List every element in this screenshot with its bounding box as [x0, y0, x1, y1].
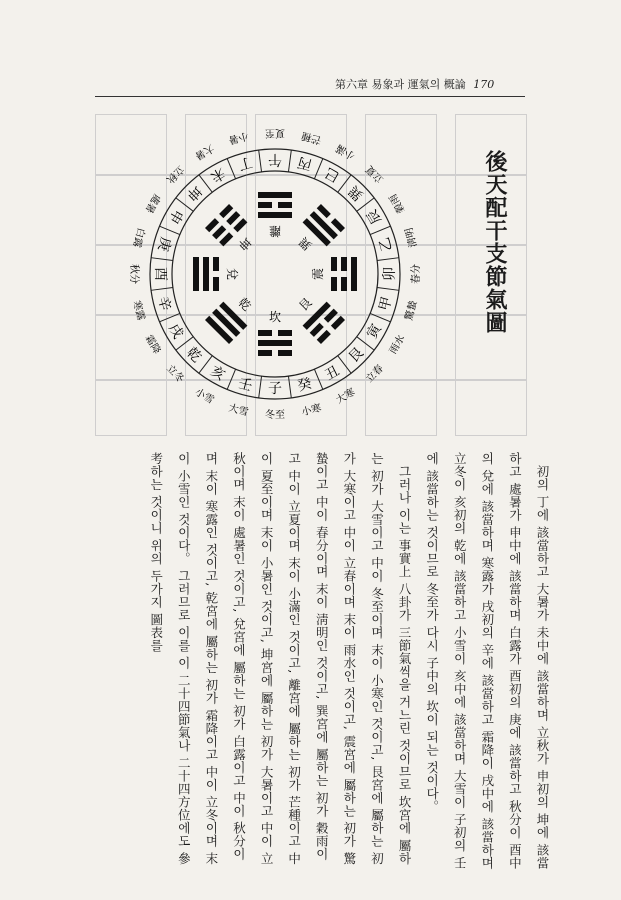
ring-char: 坤 — [183, 182, 205, 204]
page-number: 170 — [473, 78, 495, 91]
ring-divider — [370, 313, 390, 321]
ring-divider — [227, 369, 235, 389]
trigram-name: 坤 — [235, 234, 254, 253]
trigram-icon — [258, 192, 292, 218]
solar-term: 小雪 — [192, 386, 216, 407]
solar-term: 大雪 — [227, 402, 250, 419]
solar-term: 秋分 — [128, 264, 139, 284]
ring-char: 卯 — [382, 267, 398, 281]
solar-term: 冬至 — [265, 410, 285, 421]
solar-term: 立夏 — [364, 162, 387, 185]
ring-char: 巽 — [345, 182, 367, 204]
solar-term: 雨水 — [387, 333, 408, 357]
trigram-icon — [193, 257, 219, 291]
solar-term: 穀雨 — [387, 191, 408, 215]
solar-term: 小暑 — [227, 129, 250, 146]
solar-term: 春分 — [411, 264, 422, 284]
solar-term: 芒種 — [300, 129, 323, 146]
chapter-title: 第六章 易象과 運氣의 概論 — [335, 78, 466, 91]
ring-char: 丁 — [236, 153, 255, 173]
header-rule — [95, 96, 525, 97]
ring-char: 乾 — [183, 344, 205, 366]
ring-char: 辛 — [154, 294, 174, 313]
solar-term: 寒露 — [130, 299, 147, 322]
solar-term: 淸明 — [403, 226, 420, 249]
ring-char: 丑 — [322, 363, 343, 385]
running-header — [335, 76, 494, 92]
ring-char: 酉 — [152, 267, 168, 281]
paragraph: 初의 丁에 該當하고 大暑가 未中에 該當하며 立秋가 申初의 坤에 該當하고 處暑가 申中에 該當하며 白露가 酉初의 庚에 該當하고 秋分이 酉中의 兌에 該當하며 寒露가 戌初의 辛에 該當하고 霜降이 戌中에 該當하며 立冬이 亥初의 乾에 該當하고 小雪이 亥中에 該當하며 大雪이 子初의 壬에 該當하는 것이므로 冬至가 다시 子中의 坎이 되는 것이다。 — [424, 452, 550, 870]
ring-char: 戌 — [164, 321, 186, 342]
ring-char: 寅 — [364, 321, 386, 342]
trigram-icon — [258, 330, 292, 356]
ring-divider — [151, 287, 173, 290]
ring-divider — [314, 369, 322, 389]
ring-char: 午 — [268, 151, 282, 167]
ring-divider — [227, 159, 235, 179]
trigram-name: 兌 — [225, 267, 239, 281]
ring-divider — [160, 226, 180, 234]
ring-char: 乙 — [376, 235, 396, 254]
ring-char: 甲 — [376, 294, 396, 313]
ring-divider — [259, 150, 262, 172]
outer-circle — [150, 149, 400, 399]
ring-char: 亥 — [207, 363, 228, 385]
solar-term: 白露 — [130, 226, 147, 249]
trigram-name: 巽 — [296, 234, 315, 253]
bagua-diagram — [85, 104, 465, 452]
solar-term: 大寒 — [334, 386, 358, 407]
ring-char: 申 — [164, 206, 186, 227]
paragraph: 그러나 이는 事實上 八卦가 三節氣씩을 거느린 것이므로 坎宮에 屬하는 初가 大雪이고 中이 冬至이며 末이 小寒인 것이고, 艮宮에 屬하는 初가 大寒이고 中이 立春이며 末이 雨水인 것이고, 震宮에 屬하는 初가 驚蟄이고 中이 春分이며 末이 淸明인 것이고, 巽宮에 屬하는 初가 穀雨이고 中이 立夏이며 末이 小滿인 것이고, 離宮에 屬하는 初가 芒種이고 中이 夏至이며 末이 小暑인 것이고, 坤宮에 屬하는 初가 大暑이고 中이 立秋이며 末이 處暑인 것이고, 兌宮에 屬하는 初가 白露이고 中이 秋分이며 末이 寒露인 것이고, 乾宮에 屬하는 初가 霜降이고 中이 立冬이며 末이 小雪인 것이다。 그러므로 이를 이 二十四節氣나 二十四方位에도 參考하는 것이니 위의 두가지 圖表를 — [148, 452, 413, 866]
solar-term: 立秋 — [163, 162, 186, 185]
ring-divider — [288, 376, 291, 398]
ring-char: 庚 — [154, 235, 174, 254]
body-text — [62, 452, 556, 870]
trigram-name: 離 — [268, 224, 282, 238]
solar-term: 立春 — [364, 363, 387, 386]
ring-divider — [259, 376, 262, 398]
ring-char: 未 — [207, 163, 228, 185]
solar-term: 驚蟄 — [403, 299, 420, 322]
ring-divider — [160, 313, 180, 321]
ring-divider — [288, 150, 291, 172]
trigram-name: 艮 — [296, 295, 315, 314]
diagram-title: 後天配干支節氣圖 — [482, 150, 508, 334]
solar-term: 小寒 — [300, 402, 323, 419]
ring-divider — [314, 159, 322, 179]
solar-term: 立冬 — [163, 363, 186, 386]
solar-term: 霜降 — [142, 333, 163, 357]
ring-char: 艮 — [345, 344, 367, 366]
solar-term: 大暑 — [192, 141, 216, 162]
ring-divider — [377, 258, 399, 261]
ring-char: 巳 — [322, 163, 343, 185]
ring-char: 壬 — [236, 375, 255, 395]
solar-term: 小滿 — [334, 141, 358, 162]
inner-circle — [172, 171, 378, 377]
trigram-icon — [331, 257, 357, 291]
ring-char: 辰 — [364, 206, 386, 227]
ring-divider — [151, 258, 173, 261]
ring-char: 子 — [268, 381, 282, 397]
solar-term: 處暑 — [142, 191, 163, 215]
ring-char: 癸 — [295, 375, 314, 395]
solar-term: 夏至 — [265, 127, 285, 138]
ring-char: 丙 — [295, 153, 314, 173]
trigram-name: 乾 — [235, 295, 254, 314]
ring-divider — [377, 287, 399, 290]
trigram-name: 震 — [311, 267, 325, 281]
ring-divider — [370, 226, 390, 234]
trigram-name: 坎 — [268, 310, 282, 324]
